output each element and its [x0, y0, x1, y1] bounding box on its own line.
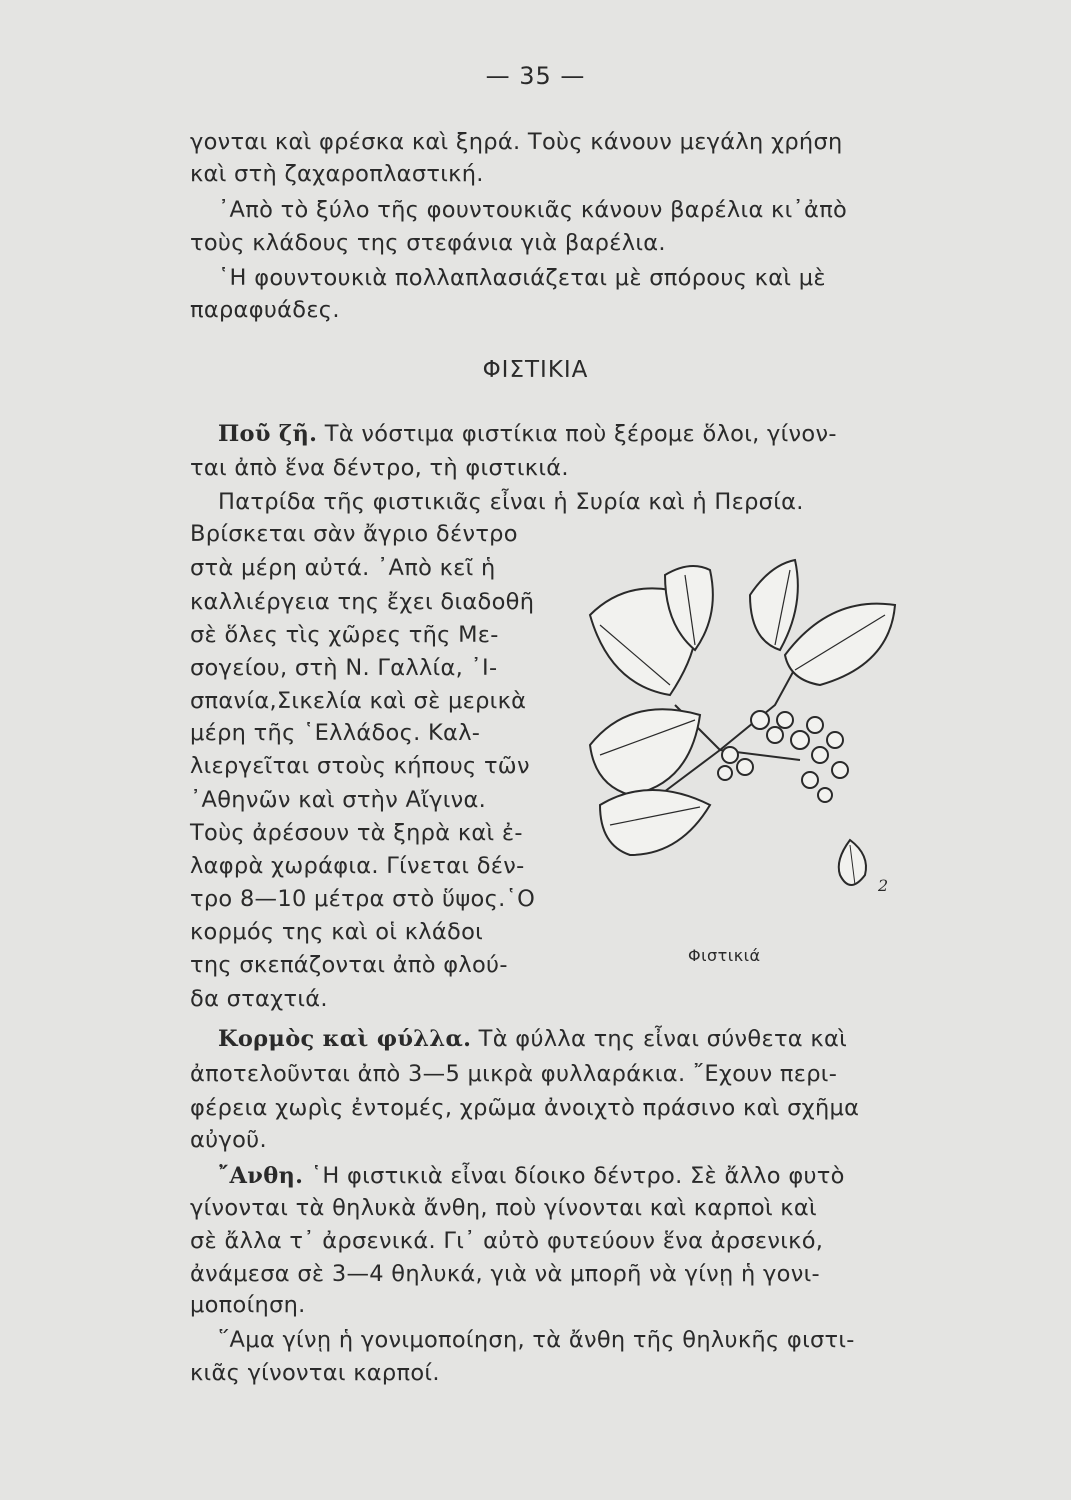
pou-zei-line: Πατρίδα τῆς φιστικιᾶς εἶναι ἡ Συρία καὶ ἡ Περσία.: [218, 489, 804, 515]
figure-marker: 2: [878, 876, 889, 895]
body-line: λιεργεῖται στοὺς κήπους τῶν: [190, 753, 530, 779]
kormos-line: φέρεια χωρὶς ἐντομές, χρῶμα ἀνοιχτὸ πράσινο καὶ σχῆμα: [190, 1095, 860, 1121]
body-line: στὰ μέρη αὐτά. ᾿Απὸ κεῖ ἡ: [190, 555, 496, 581]
intro-line: ῾Η φουντουκιὰ πολλαπλασιάζεται μὲ σπόρους καὶ μὲ: [218, 265, 826, 291]
pou-zei-label: Ποῦ ζῆ.: [218, 421, 318, 447]
body-line: μέρη τῆς ῾Ελλάδος. Καλ-: [190, 720, 481, 746]
body-line: σπανία,Σικελία καὶ σὲ μερικὰ: [190, 688, 527, 714]
intro-line: γονται καὶ φρέσκα καὶ ξηρά. Τοὺς κάνουν μεγάλη χρήση: [190, 129, 843, 155]
anthi-line: κιᾶς γίνονται καρποί.: [190, 1360, 440, 1386]
body-line: Τοὺς ἀρέσουν τὰ ξηρὰ καὶ ἐ-: [190, 820, 523, 846]
intro-line: καὶ στὴ ζαχαροπλαστική.: [190, 161, 484, 187]
intro-line: τοὺς κλάδους της στεφάνια γιὰ βαρέλια.: [190, 230, 666, 256]
intro-line: ᾿Απὸ τὸ ξύλο τῆς φουντουκιᾶς κάνουν βαρέλια κι᾿ἀπὸ: [218, 197, 848, 223]
body-line: δα σταχτιά.: [190, 986, 328, 1012]
pou-zei-line: ται ἀπὸ ἕνα δέντρο, τὴ φιστικιά.: [190, 455, 569, 481]
anthi-line: [218, 1161, 845, 1191]
figure-caption: Φιστικιά: [688, 946, 761, 965]
anthi-line: μοποίηση.: [190, 1292, 306, 1318]
anthi-line: ἀνάμεσα σὲ 3—4 θηλυκά, γιὰ νὰ μπορῆ νὰ γίνῃ ἡ γονι-: [190, 1261, 820, 1287]
anthi-line: σὲ ἄλλα τ᾿ ἀρσενικά. Γι᾿ αὐτὸ φυτεύουν ἕνα ἀρσενικό,: [190, 1228, 824, 1254]
anthi-line: ῞Αμα γίνῃ ἡ γονιμοποίηση, τὰ ἄνθη τῆς θηλυκῆς φιστι-: [218, 1327, 855, 1353]
pou-zei-text: Τὰ νόστιμα φιστίκια ποὺ ξέρομε ὅλοι, γίνον-: [324, 421, 837, 447]
pistachio-branch-illustration: [570, 555, 910, 900]
pou-zei-line: [218, 419, 837, 449]
page-number: — 35 —: [485, 62, 586, 90]
kormos-line: [218, 1024, 847, 1054]
section-title: ΦΙΣΤΙΚΙΑ: [482, 357, 589, 383]
kormos-line: ἀποτελοῦνται ἀπὸ 3—5 μικρὰ φυλλαράκια. ῎Εχουν περι-: [190, 1061, 838, 1087]
body-line: σογείου, στὴ Ν. Γαλλία, ᾿Ι-: [190, 655, 498, 681]
anthi-line: γίνονται τὰ θηλυκὰ ἄνθη, ποὺ γίνονται καὶ καρποὶ καὶ: [190, 1195, 817, 1221]
kormos-label: Κορμὸς καὶ φύλλα.: [218, 1026, 472, 1052]
intro-line: παραφυάδες.: [190, 297, 340, 323]
body-line: Βρίσκεται σὰν ἄγριο δέντρο: [190, 521, 518, 547]
anthi-text: ῾Η φιστικιὰ εἶναι δίοικο δέντρο. Σὲ ἄλλο φυτὸ: [310, 1163, 845, 1189]
body-line: ᾿Αθηνῶν καὶ στὴν Αἴγινα.: [190, 787, 487, 813]
body-line: σὲ ὅλες τὶς χῶρες τῆς Με-: [190, 622, 499, 648]
body-line: λαφρὰ χωράφια. Γίνεται δέν-: [190, 853, 525, 879]
anthi-label: ῎Ανθη.: [218, 1163, 304, 1189]
kormos-text: Τὰ φύλλα της εἶναι σύνθετα καὶ: [478, 1026, 847, 1052]
body-line: κορμός της καὶ οἱ κλάδοι: [190, 919, 484, 945]
body-line: της σκεπάζονται ἀπὸ φλού-: [190, 952, 508, 978]
body-line: καλλιέργεια της ἔχει διαδοθῆ: [190, 589, 535, 615]
kormos-line: αὐγοῦ.: [190, 1127, 267, 1153]
body-line: τρο 8—10 μέτρα στὸ ὕψος.῾Ο: [190, 886, 536, 912]
